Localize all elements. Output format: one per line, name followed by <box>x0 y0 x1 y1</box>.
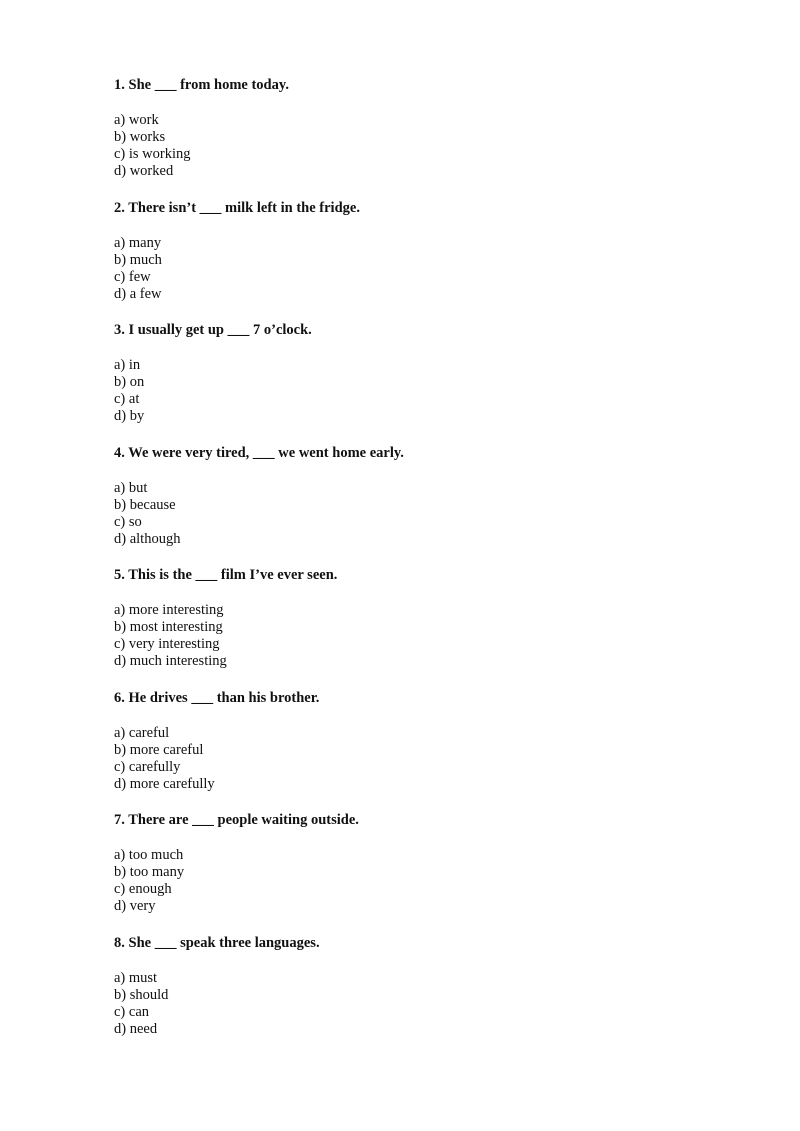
option-list <box>114 480 714 548</box>
question-3 <box>114 322 714 425</box>
option-d: d) more carefully <box>114 776 215 792</box>
question-4 <box>114 445 714 548</box>
option-b: b) works <box>114 129 166 145</box>
question-prompt: 4. We were very tired, ___ we went home early. <box>114 445 404 461</box>
option-a: a) more interesting <box>114 602 224 618</box>
option-b: b) most interesting <box>114 619 223 635</box>
question-6 <box>114 690 714 793</box>
question-1 <box>114 77 714 180</box>
option-d: d) by <box>114 408 145 424</box>
question-7 <box>114 812 714 915</box>
option-b: b) because <box>114 497 176 513</box>
option-a: a) careful <box>114 725 170 741</box>
question-prompt: 2. There isn’t ___ milk left in the fridge. <box>114 200 360 216</box>
option-list <box>114 602 714 670</box>
option-b: b) more careful <box>114 742 204 758</box>
option-d: d) much interesting <box>114 653 227 669</box>
question-8 <box>114 935 714 1038</box>
option-d: d) very <box>114 898 156 914</box>
option-c: c) at <box>114 391 140 407</box>
question-prompt: 3. I usually get up ___ 7 o’clock. <box>114 322 312 338</box>
question-prompt: 8. She ___ speak three languages. <box>114 935 320 951</box>
option-list <box>114 970 714 1038</box>
question-prompt: 5. This is the ___ film I’ve ever seen. <box>114 567 338 583</box>
option-b: b) too many <box>114 864 185 880</box>
option-d: d) a few <box>114 286 162 302</box>
option-list <box>114 357 714 425</box>
option-b: b) on <box>114 374 145 390</box>
question-prompt: 7. There are ___ people waiting outside. <box>114 812 359 828</box>
option-list <box>114 112 714 180</box>
option-c: c) very interesting <box>114 636 220 652</box>
option-a: a) in <box>114 357 141 373</box>
option-a: a) work <box>114 112 159 128</box>
option-d: d) need <box>114 1021 158 1037</box>
option-c: c) so <box>114 514 142 530</box>
option-d: d) worked <box>114 163 174 179</box>
question-prompt: 6. He drives ___ than his brother. <box>114 690 320 706</box>
question-prompt: 1. She ___ from home today. <box>114 77 289 93</box>
option-list <box>114 847 714 915</box>
option-a: a) many <box>114 235 162 251</box>
option-b: b) should <box>114 987 169 1003</box>
option-a: a) must <box>114 970 158 986</box>
option-c: c) enough <box>114 881 172 897</box>
option-list <box>114 725 714 793</box>
question-5 <box>114 567 714 670</box>
question-2 <box>114 200 714 303</box>
option-c: c) carefully <box>114 759 181 775</box>
option-b: b) much <box>114 252 162 268</box>
option-list <box>114 235 714 303</box>
option-c: c) few <box>114 269 151 285</box>
option-a: a) but <box>114 480 148 496</box>
option-a: a) too much <box>114 847 184 863</box>
option-c: c) can <box>114 1004 150 1020</box>
option-c: c) is working <box>114 146 191 162</box>
option-d: d) although <box>114 531 181 547</box>
